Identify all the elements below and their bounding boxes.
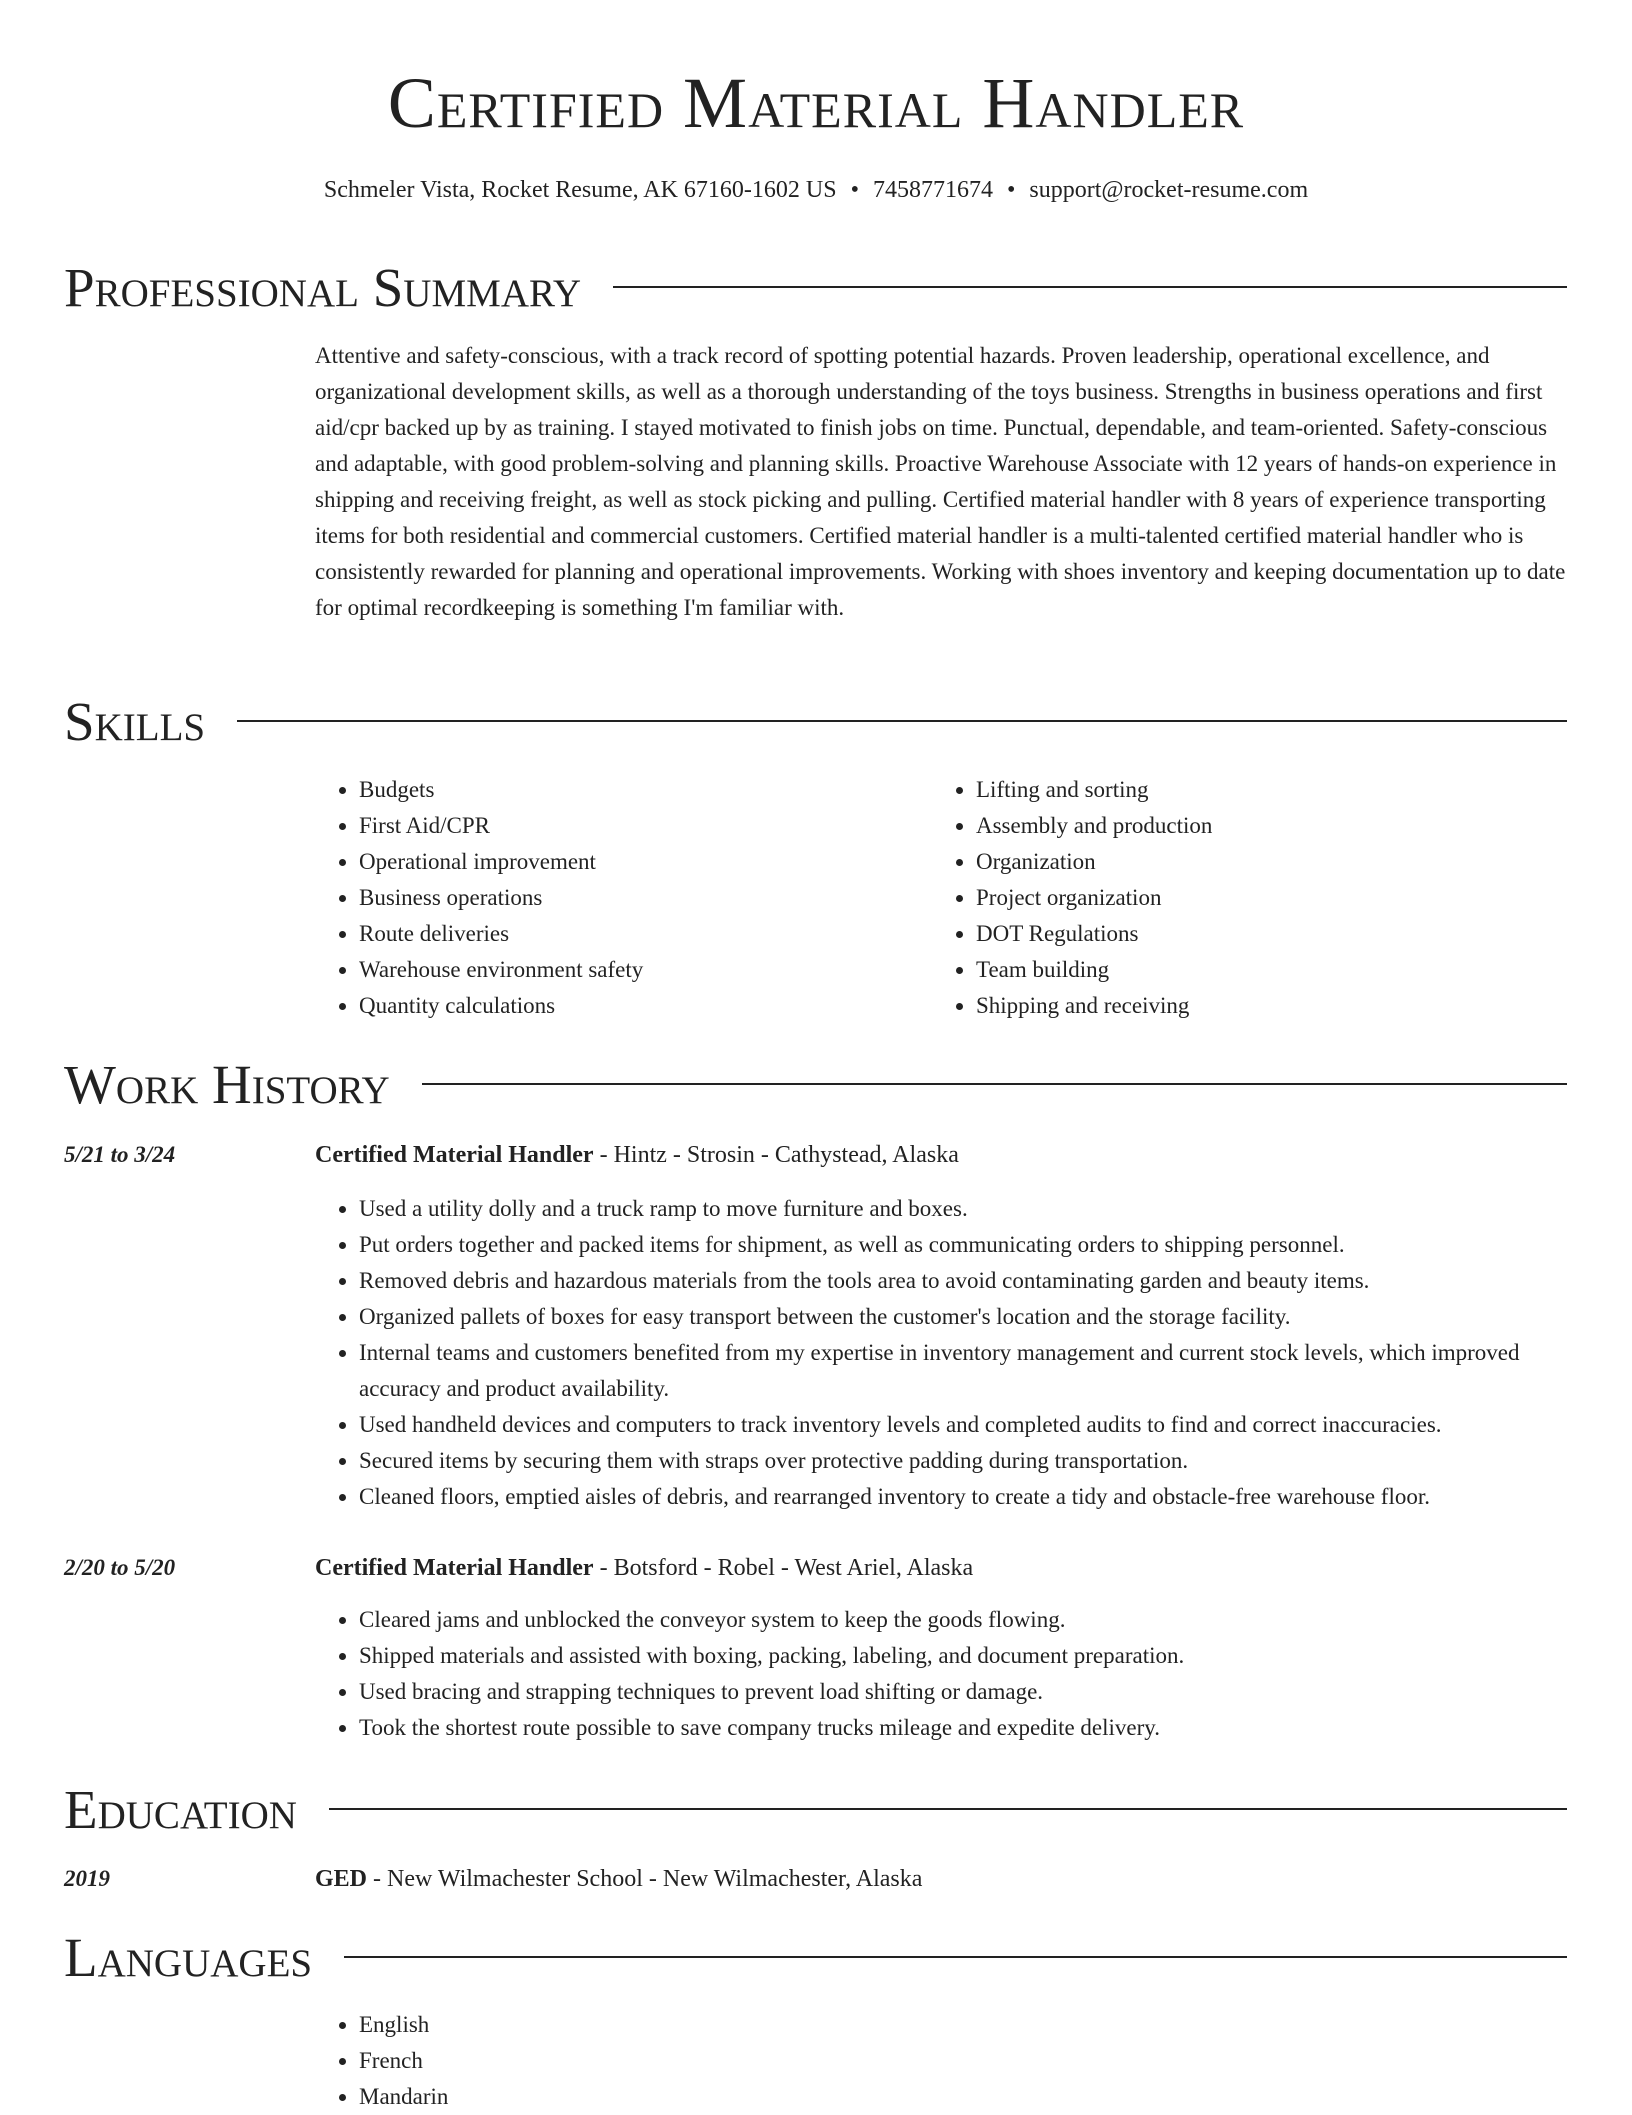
education-entry — [315, 1861, 1570, 1897]
section-title: Education — [64, 1778, 329, 1842]
skill-item: • Team building — [976, 952, 1532, 988]
language-item: • English — [359, 2007, 1570, 2043]
skill-item: • Budgets — [359, 772, 915, 808]
skill-item: • Business operations — [359, 880, 915, 916]
section-title: Work History — [64, 1053, 422, 1117]
skill-item: • Warehouse environment safety — [359, 952, 915, 988]
job-duty-item: • Cleaned floors, emptied aisles of debris, and rearranged inventory to create a tidy and obstacle-free warehouse floor. — [359, 1479, 1570, 1515]
job-employer: - Hintz - Strosin - Cathystead, Alaska — [593, 1142, 959, 1168]
summary-paragraph: Attentive and safety-conscious, with a track record of spotting potential hazards. Proven leadership, operational excellence, and organizational development skills, as well as a thorough understanding of the toys business. Strengths in business operations and first aid/cpr backed up by as training. I stayed motivated to finish jobs on time. Punctual, dependable, and team-oriented. Safety-conscious and adaptable, with good problem-solving and planning skills. Proactive Warehouse Associate with 12 years of hands-on experience in shipping and receiving freight, as well as stock picking and pulling. Certified material handler with 8 years of experience transporting items for both residential and commercial customers. Certified material handler is a multi-talented certified material handler who is consistently rewarded for planning and operational improvements. Working with shoes inventory and keeping documentation up to date for optimal recordkeeping is something I'm familiar with. — [315, 343, 1566, 620]
job-duty-item: • Shipped materials and assisted with boxing, packing, labeling, and document preparation. — [359, 1638, 1570, 1674]
education-year: 2019 — [64, 1866, 110, 1891]
skill-item: • First Aid/CPR — [359, 808, 915, 844]
skills-column-left — [315, 772, 915, 1024]
job-heading — [315, 1550, 1570, 1586]
skill-item: • Organization — [976, 844, 1532, 880]
education-school: - New Wilmachester School - New Wilmachester, Alaska — [367, 1866, 923, 1892]
education-degree: GED — [315, 1866, 368, 1892]
section-title: Languages — [64, 1926, 344, 1990]
job-heading — [315, 1137, 1570, 1173]
skill-item: • Route deliveries — [359, 916, 915, 952]
section-header-work — [64, 1053, 1567, 1117]
section-header-summary — [64, 256, 1567, 320]
job-title: Certified Material Handler — [315, 1555, 594, 1581]
job-duty-item: • Used a utility dolly and a truck ramp to move furniture and boxes. — [359, 1191, 1570, 1227]
contact-separator: • — [1007, 177, 1016, 203]
section-header-languages — [64, 1926, 1567, 1990]
section-title: Skills — [64, 690, 237, 754]
job-duty-item: • Internal teams and customers benefited from my expertise in inventory management and current stock levels, which improved accuracy and product availability. — [359, 1335, 1570, 1407]
job-duty-item: • Used handheld devices and computers to track inventory levels and completed audits to find and correct inaccuracies. — [359, 1407, 1570, 1443]
skill-item: • Lifting and sorting — [976, 772, 1532, 808]
languages-list — [315, 2007, 1570, 2115]
language-item: • French — [359, 2043, 1570, 2079]
job-duty-item: • Cleared jams and unblocked the conveyor system to keep the goods flowing. — [359, 1602, 1570, 1638]
skills-column-right — [932, 772, 1532, 1024]
contact-separator: • — [850, 177, 860, 203]
contact-email: support@rocket-resume.com — [1029, 177, 1309, 203]
skill-item: • Assembly and production — [976, 808, 1532, 844]
job-title: Certified Material Handler — [315, 1142, 594, 1168]
job-dates: 5/21 to 3/24 — [64, 1142, 176, 1167]
job-duties — [315, 1602, 1570, 1746]
section-title: Professional Summary — [64, 256, 613, 320]
contact-address: Schmeler Vista, Rocket Resume, AK 67160-1602 US — [323, 177, 837, 203]
job-dates: 2/20 to 5/20 — [64, 1555, 176, 1580]
job-duty-item: • Put orders together and packed items for shipment, as well as communicating orders to shipping personnel. — [359, 1227, 1570, 1263]
job-duty-item: • Secured items by securing them with straps over protective padding during transportation. — [359, 1443, 1570, 1479]
section-divider — [64, 720, 1567, 722]
skill-item: • Project organization — [976, 880, 1532, 916]
job-duties — [315, 1191, 1570, 1515]
skill-item: • Quantity calculations — [359, 988, 915, 1024]
skill-item: • Operational improvement — [359, 844, 915, 880]
contact-line — [0, 174, 1632, 206]
job-duty-item: • Removed debris and hazardous materials from the tools area to avoid contaminating garden and beauty items. — [359, 1263, 1570, 1299]
resume-name: Certified Material Handler — [387, 63, 1245, 143]
job-duty-item: • Used bracing and strapping techniques to prevent load shifting or damage. — [359, 1674, 1570, 1710]
section-header-education — [64, 1778, 1567, 1842]
skill-item: • DOT Regulations — [976, 916, 1532, 952]
section-header-skills — [64, 690, 1567, 754]
language-item: • Mandarin — [359, 2079, 1570, 2115]
job-duty-item: • Took the shortest route possible to save company trucks mileage and expedite delivery. — [359, 1710, 1570, 1746]
contact-phone: 7458771674 — [873, 177, 994, 203]
job-employer: - Botsford - Robel - West Ariel, Alaska — [593, 1555, 974, 1581]
skill-item: • Shipping and receiving — [976, 988, 1532, 1024]
job-duty-item: • Organized pallets of boxes for easy transport between the customer's location and the storage facility. — [359, 1299, 1570, 1335]
